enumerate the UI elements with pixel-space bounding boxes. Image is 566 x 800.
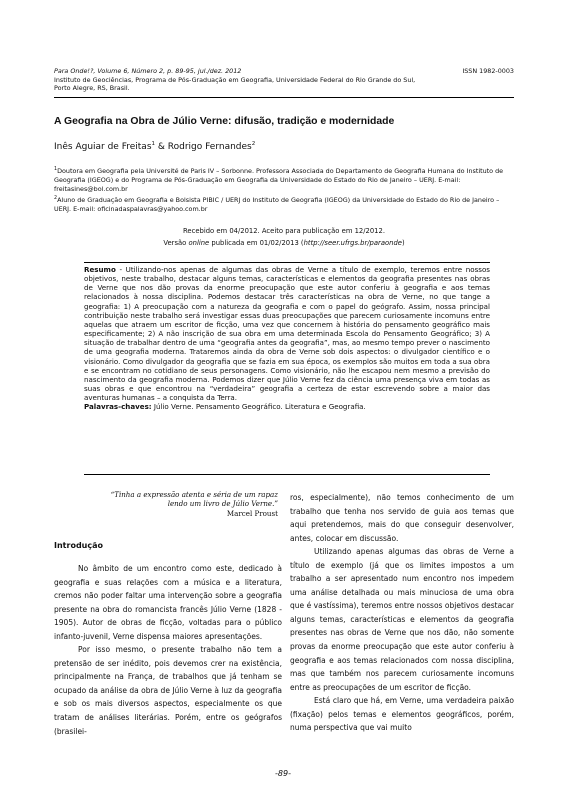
abstract bbox=[84, 265, 490, 412]
online-line bbox=[54, 237, 514, 249]
abstract-top-rule bbox=[84, 262, 490, 263]
article-title: A Geografia na Obra de Júlio Verne: difusão, tradição e modernidade bbox=[54, 116, 395, 127]
author-2-mark: 2 bbox=[251, 141, 256, 147]
author-1: Inês Aguiar de Freitas bbox=[54, 142, 152, 152]
keywords-text: Júlio Verne. Pensamento Geográfico. Literatura e Geografia. bbox=[151, 402, 366, 412]
online-date: publicada em 01/02/2013 ( bbox=[209, 239, 304, 247]
affiliation-2-text: Aluno de Graduação em Geografia e Bolsista PIBIC / UERJ do Instituto de Geografia (IGEOG) da Universidade do Estado do Rio de Janeiro – UERJ. E-mail: oficinadaspalavras@yahoo.com.br bbox=[54, 196, 500, 214]
issn: ISSN 1982-0003 bbox=[462, 67, 514, 75]
abstract-bottom-rule bbox=[84, 474, 490, 475]
paragraph: Está claro que há, em Verne, uma verdadeira paixão (fixação) pelos temas e elementos geográficos, porém, numa perspectiva que vai muito bbox=[290, 696, 514, 733]
affiliation-1-text: Doutora em Geografia pela Université de Paris IV – Sorbonne. Professora Associada do Departamento de Geografia Humana do Instituto de Geografia (IGEOG) e do Programa de Pós-Graduação em Geografia da Universidade do Estado do Rio de Janeiro – UERJ. E-mail: freitasines@bol.com.br bbox=[54, 167, 504, 193]
paragraph: No âmbito de um encontro como este, dedicado à geografia e suas relações com a música e a literatura, cremos não poder faltar uma intervenção sobre a geografia presente na obra do romancista francês Júlio Verne (1828 - 1905). Autor de obras de ficção, voltadas para o público infanto-juvenil, Verne dispensa maiores apresentações. bbox=[54, 564, 282, 641]
received-line: Recebido em 04/2012. Aceito para publicação em 12/2012. bbox=[183, 227, 385, 235]
epigraph bbox=[106, 490, 278, 518]
epigraph-quote: “Tinha a expressão atenta e séria de um rapaz lendo um livro de Júlio Verne.” bbox=[110, 490, 278, 509]
authors-line bbox=[54, 141, 514, 152]
abstract-body bbox=[84, 265, 490, 402]
right-column bbox=[290, 491, 514, 735]
affiliation-1-mark: 1 bbox=[54, 167, 58, 172]
online-suffix: ) bbox=[401, 239, 405, 247]
author-2: Rodrigo Fernandes bbox=[167, 142, 252, 152]
paragraph: Utilizando apenas algumas das obras de Verne a título de exemplo (já que os limites impostos a um trabalho a ser apresentado num encontro nos impedem uma análise detalhada ou mais minuciosa de uma obra que é vastíssima), teremos entre nossos objetivos destacar alguns temas, características e elementos da geografia presentes nas obras de Verne que nos dão, não somente provas da enorme preocupação que este autor conferiu à geografia e aos temas relacionados com nossa disciplina, mas que também nos parecem curiosamente incomuns entre as preocupações de um escritor de ficção. bbox=[290, 547, 514, 692]
abstract-text: - Utilizando-nos apenas de algumas das obras de Verne a título de exemplo, teremos entre nossos objetivos, neste trabalho, destacar alguns temas, características e elementos da geografia presentes nas obras de Verne que nos dão provas da enorme preocupação que este autor conferiu à geografia e aos temas relacionados à nossa disciplina. Podemos destacar três características na obra de Verne, no que tange a geografia: 1) A preocupação com a natureza da geografia e com o papel do geógrafo. Assim, nossa principal contribuição neste trabalho será investigar essas duas preocupações que parecem curiosamente incomuns entre aquelas que atraem um escritor de ficção, uma vez que concernem à história do pensamento geográfico mais especificamente; 2) A não inscrição de sua obra em uma determinada Escola do Pensamento Geográfico; 3) A situação de trabalhar dentro de uma “geografia antes da geografia”, mas, ao mesmo tempo prever o nascimento de uma geografia moderna. Trataremos ainda da obra de Verne sob dois aspectos: o divulgador científico e o visionário. Como divulgador da geografia que se fazia em sua época, os exemplos são muitos em toda a sua obra e se encontram no cotidiano de seus personagens. Como visionário, não lhe escapou nem mesmo a previsão do nascimento da geografia moderna. Podemos dizer que Júlio Verne fez da ciência uma presença viva em todas as suas obras e que encontrou na “verdadeira” geografia a certeza de estar escrevendo sobre a maior das aventuras humanas – a conquista da Terra. bbox=[84, 265, 490, 403]
left-column bbox=[54, 562, 282, 738]
paragraph: Por isso mesmo, o presente trabalho não tem a pretensão de ser inédito, pois devemos crer na existência, principalmente na França, de trabalhos que já tenham se ocupado da análise da obra de Júlio Verne à luz da geografia e sob os mais diversos aspectos, especialmente os que tratam de análises literárias. Porém, entre os geógrafos (brasilei- bbox=[54, 645, 282, 736]
journal-url: http://seer.ufrgs.br/paraonde bbox=[303, 239, 402, 247]
keywords bbox=[84, 402, 366, 411]
page-number: -89- bbox=[275, 769, 291, 778]
abstract-label: Resumo bbox=[84, 265, 116, 274]
institution-line: Instituto de Geociências, Programa de Pós-Graduação em Geografia, Universidade Federal do Rio Grande do Sul, bbox=[54, 75, 416, 84]
paragraph: ros, especialmente), não temos conhecimento de um trabalho que tenha nos servido de guia aos temas que aqui pretendemos, mais do que conseguir desenvolver, antes, colocar em discussão. bbox=[290, 493, 514, 543]
author-1-mark: 1 bbox=[151, 141, 156, 147]
running-header bbox=[54, 67, 514, 93]
affiliations bbox=[54, 166, 514, 216]
publication-dates bbox=[54, 225, 514, 249]
author-separator: & bbox=[155, 142, 168, 152]
affiliation-2 bbox=[54, 195, 514, 214]
journal-citation: Para Onde!?, Volume 6, Número 2, p. 89-95, jul./dez. 2012 bbox=[54, 67, 242, 75]
online-prefix: Versão bbox=[163, 239, 189, 247]
epigraph-author: Marcel Proust bbox=[226, 508, 278, 518]
affiliation-2-mark: 2 bbox=[54, 196, 58, 202]
section-heading-introducao: Introdução bbox=[54, 541, 103, 550]
header-divider bbox=[54, 97, 514, 98]
keywords-label: Palavras-chaves: bbox=[84, 402, 152, 412]
affiliation-1 bbox=[54, 166, 514, 193]
online-word: online bbox=[188, 239, 210, 247]
place-line: Porto Alegre, RS, Brasil. bbox=[54, 84, 130, 93]
